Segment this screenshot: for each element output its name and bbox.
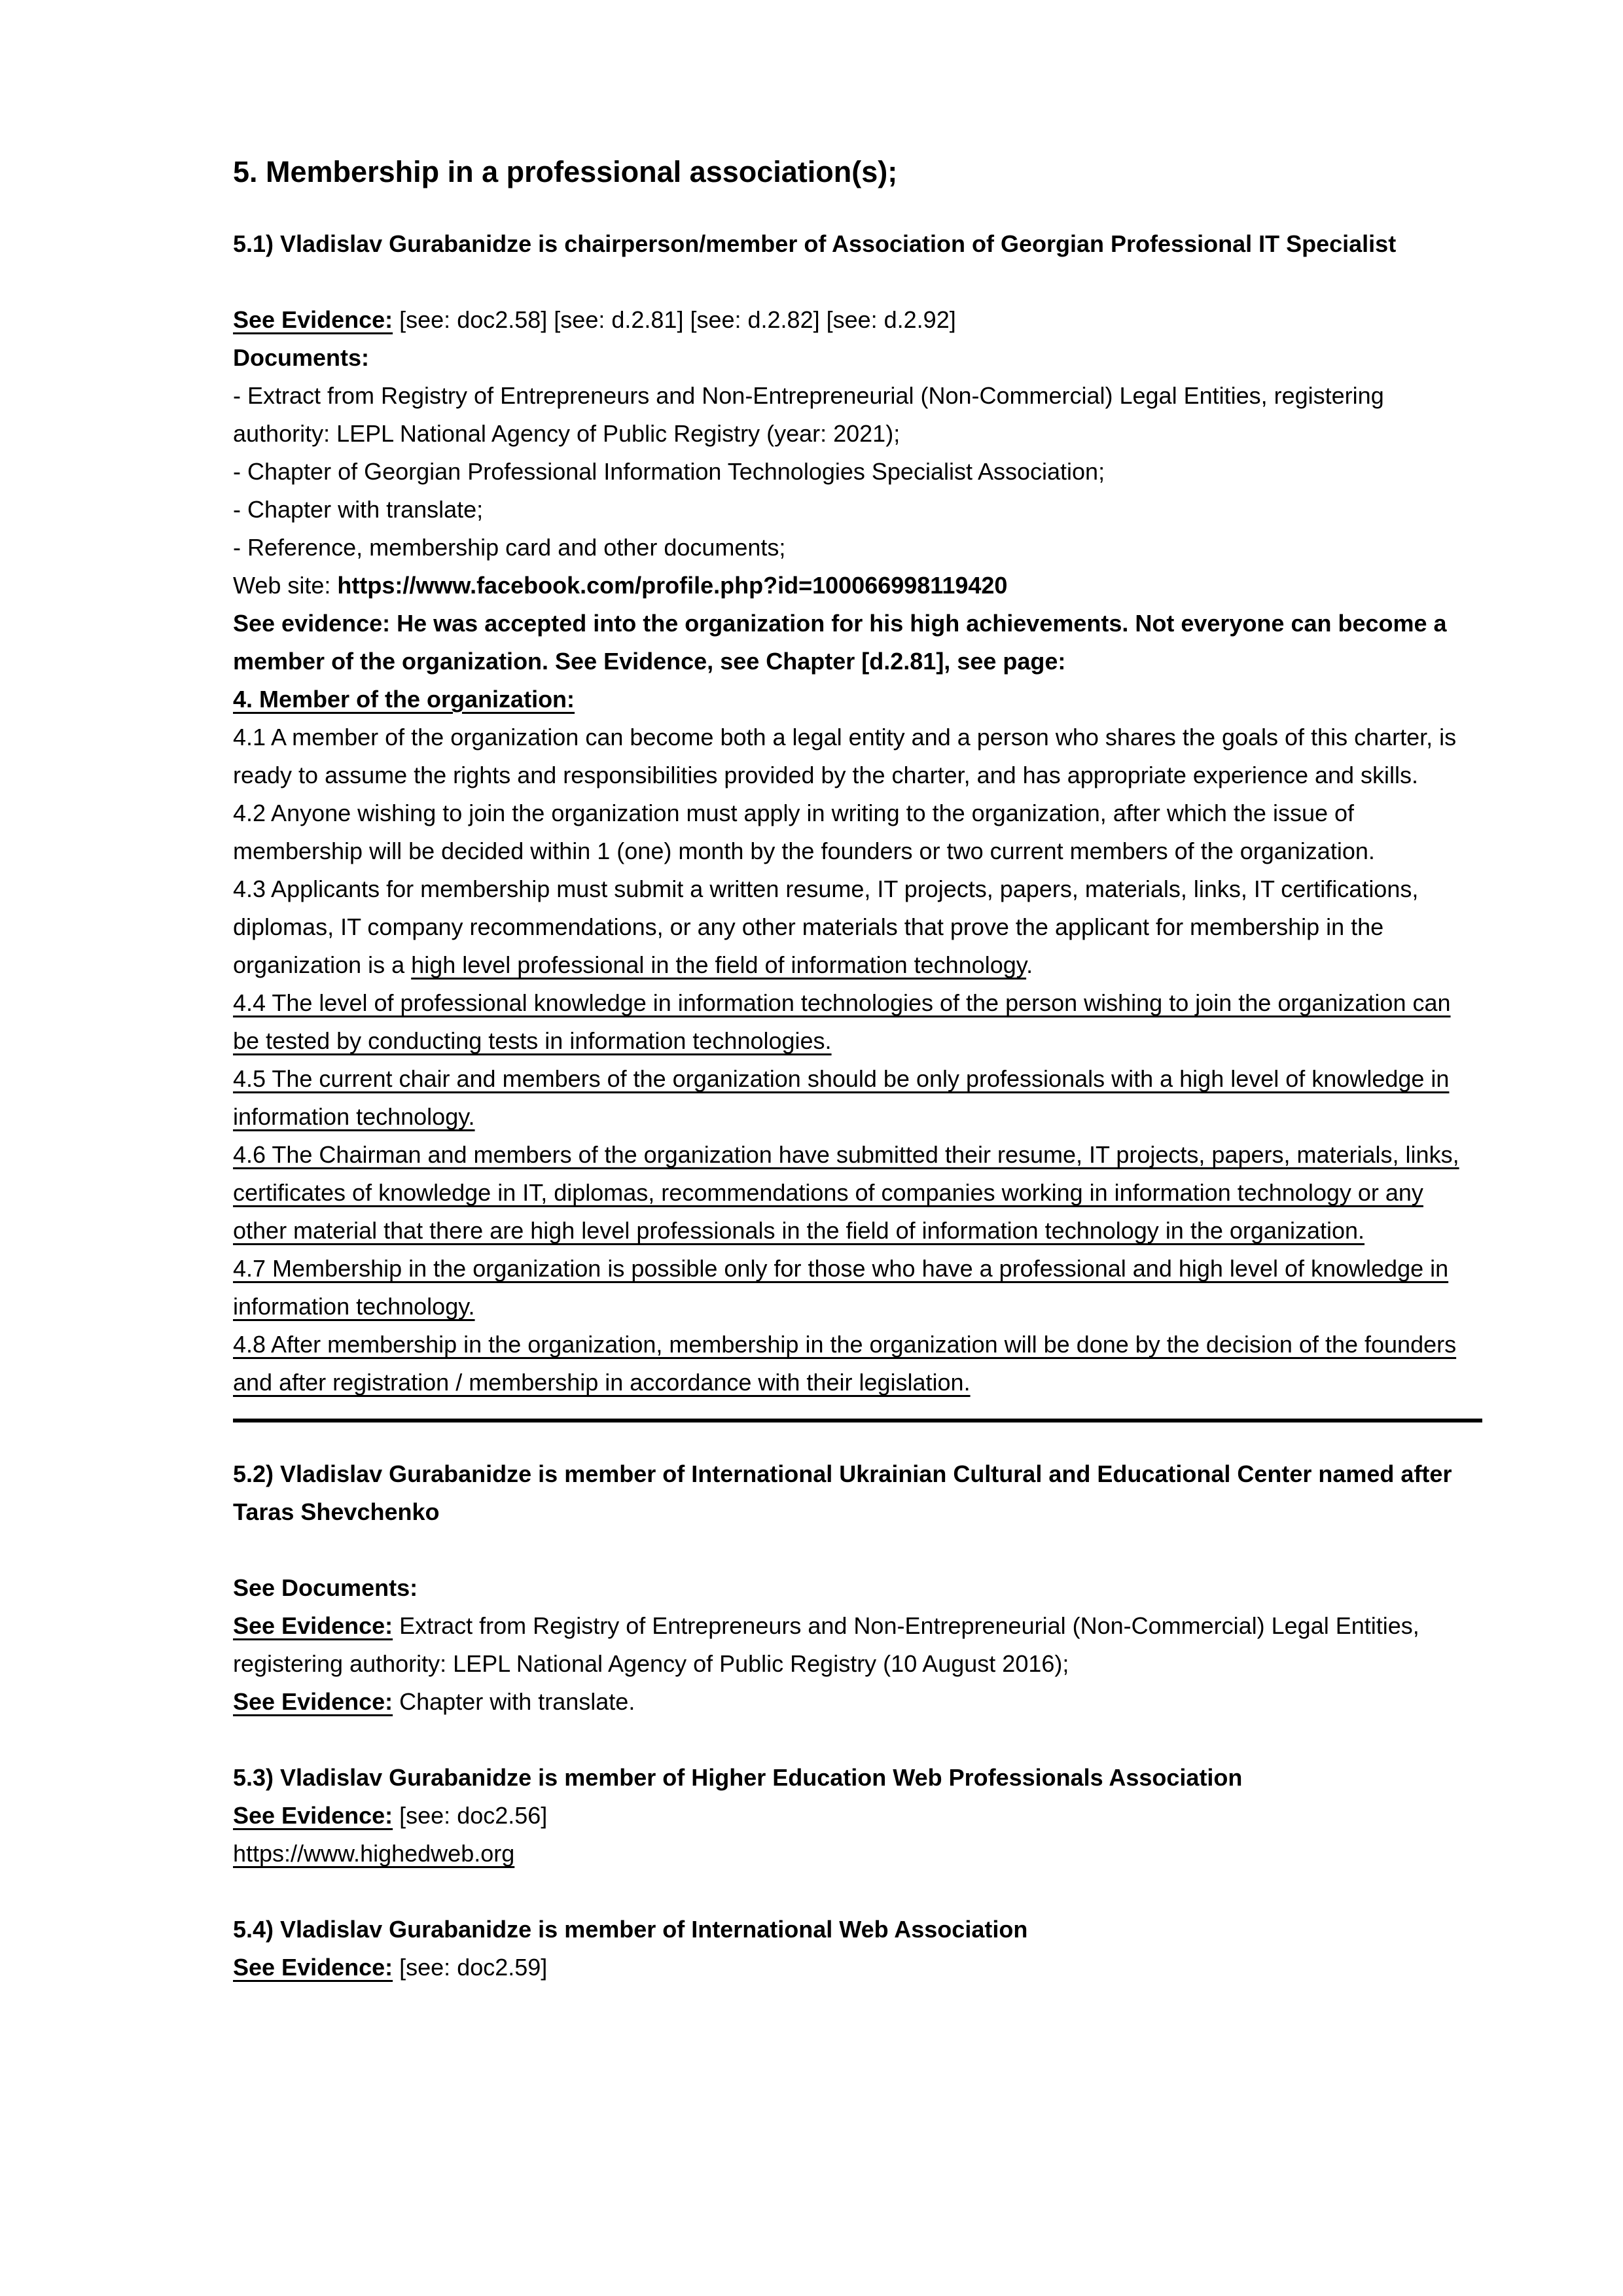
see-evidence-label: See Evidence: [233, 1802, 393, 1829]
clause-4-1: 4.1 A member of the organization can become both a legal entity and a person who shares the goals of this charter, is ready to assume the rights and responsibilities provided by the charter, and has appropriate experience and skills. [233, 724, 1457, 788]
clause-4-4: 4.4 The level of professional knowledge in information technologies of the person wishing to join the organization can be tested by conducting tests in information technologies. [233, 989, 1451, 1054]
section-5-2-heading-line2: Taras Shevchenko [233, 1498, 440, 1525]
evidence-line-5-2-a [233, 1607, 1482, 1683]
document-item: - Extract from Registry of Entrepreneurs and Non-Entrepreneurial (Non-Commercial) Legal Entities, registering authority: LEPL National Agency of Public Registry (year: 2021); [233, 382, 1384, 447]
see-documents-label: See Documents: [233, 1574, 418, 1601]
section-5-3-heading: 5.3) Vladislav Gurabanidze is member of Higher Education Web Professionals Association [233, 1764, 1243, 1791]
document-item: - Reference, membership card and other documents; [233, 534, 786, 561]
clause-4-3-period: . [1026, 951, 1033, 978]
member-heading: 4. Member of the organization: [233, 686, 575, 713]
clause-4-3-underlined: high level professional in the field of information technology [411, 951, 1027, 978]
evidence-text: Extract from Registry of Entrepreneurs and Non-Entrepreneurial (Non-Commercial) Legal Entities, registering authority: LEPL National Agency of Public Registry (10 August 2016); [233, 1612, 1419, 1677]
see-evidence-label: See Evidence: [233, 1612, 393, 1639]
evidence-line-5-2-b [233, 1683, 1482, 1721]
section-5-2-heading [233, 1455, 1482, 1531]
section-separator [233, 1419, 1482, 1422]
section-5-4-heading: 5.4) Vladislav Gurabanidze is member of International Web Association [233, 1916, 1028, 1943]
see-evidence-label: See Evidence: [233, 1954, 393, 1981]
evidence-line-5-4 [233, 1949, 1482, 1987]
page-title: 5. Membership in a professional association(s); [233, 155, 898, 188]
evidence-line-5-1 [233, 301, 1482, 339]
see-evidence-label: See Evidence: [233, 306, 393, 333]
document-item: - Chapter with translate; [233, 496, 484, 523]
evidence-refs: [see: doc2.56] [399, 1802, 548, 1829]
section-5-2-heading-line1: 5.2) Vladislav Gurabanidze is member of International Ukrainian Cultural and Educational Center named after [233, 1460, 1452, 1487]
clause-4-3 [233, 870, 1482, 984]
highedweb-link[interactable]: https://www.highedweb.org [233, 1840, 515, 1867]
clause-4-6: 4.6 The Chairman and members of the organization have submitted their resume, IT projects, papers, materials, links, certificates of knowledge in IT, diplomas, recommendations of companies working in information technology or any other material that there are high level professionals in the field of information technology in the organization. [233, 1141, 1459, 1244]
evidence-text: Chapter with translate. [399, 1688, 635, 1715]
website-label: Web site: [233, 572, 331, 599]
evidence-line-5-3 [233, 1797, 1482, 1835]
evidence-refs: [see: doc2.59] [399, 1954, 548, 1981]
clause-4-2: 4.2 Anyone wishing to join the organization must apply in writing to the organization, after which the issue of membership will be decided within 1 (one) month by the founders or two current members of the organization. [233, 800, 1375, 864]
highedweb-link-line [233, 1835, 1482, 1873]
clause-4-5: 4.5 The current chair and members of the organization should be only professionals with a high level of knowledge in information technology. [233, 1065, 1450, 1130]
section-5-1-heading: 5.1) Vladislav Gurabanidze is chairperson/member of Association of Georgian Professional IT Specialist [233, 230, 1397, 257]
document-item: - Chapter of Georgian Professional Information Technologies Specialist Association; [233, 458, 1105, 485]
clause-4-7: 4.7 Membership in the organization is possible only for those who have a professional and high level of knowledge in information technology. [233, 1255, 1449, 1320]
clause-4-3-plain: 4.3 Applicants for membership must submit a written resume, IT projects, papers, materials, links, IT certifications, diplomas, IT company recommendations, or any other materials that prove the applicant for membership in the organization is a [233, 875, 1419, 978]
see-evidence-label: See Evidence: [233, 1688, 393, 1715]
facebook-url: https://www.facebook.com/profile.php?id=100066998119420 [337, 572, 1008, 599]
clause-4-8: 4.8 After membership in the organization, membership in the organization will be done by the decision of the founders and after registration / membership in accordance with their legislation. [233, 1331, 1457, 1396]
evidence-refs: [see: doc2.58] [see: d.2.81] [see: d.2.82] [see: d.2.92] [399, 306, 956, 333]
website-line [233, 567, 1482, 605]
evidence-note: See evidence: He was accepted into the organization for his high achievements. Not everyone can become a member of the organization. See Evidence, see Chapter [d.2.81], see page: [233, 610, 1447, 675]
documents-label: Documents: [233, 344, 370, 371]
